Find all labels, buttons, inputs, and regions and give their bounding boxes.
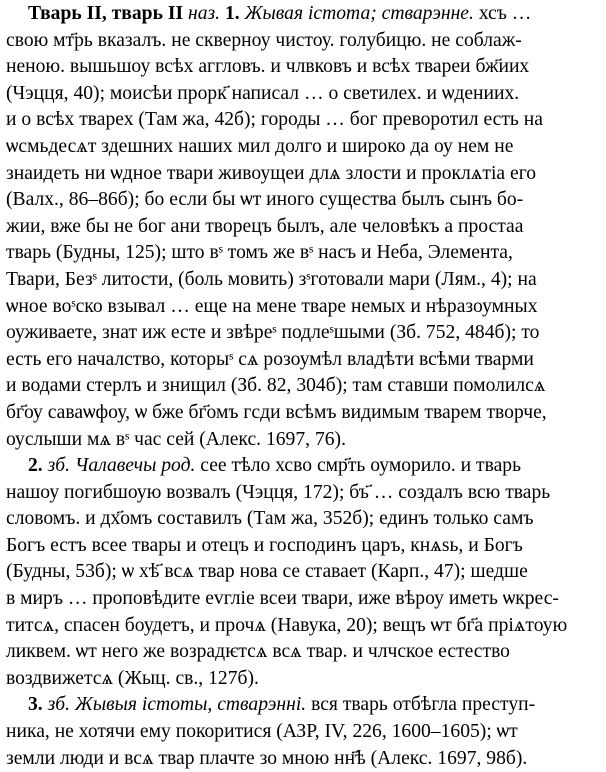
text-line	[6, 692, 604, 719]
text-line: (Валх., 86–86б); бо если бы ѡт иного существа былъ сынъ бо-	[6, 189, 524, 211]
sense-definition: зб. Чалавечы род.	[47, 455, 196, 477]
text-line: земли люди и всѧ твар плачте зо мною нн҃ѣ (Алекс. 1697, 98б).	[6, 747, 528, 769]
text-line: оуживаете, знат иж есте и звѣреˢ подлеˢшыми (Зб. 752, 484б); то	[6, 322, 540, 344]
citation-text: хсъ …	[478, 3, 532, 24]
text-line: воздвижетсѧ (Жыц. св., 127б).	[6, 667, 259, 689]
text-line: есть его началство, которыˢ сѧ розоумѣл владѣти всѣми тварми	[6, 348, 534, 370]
sense-number: 3.	[28, 694, 43, 716]
grammar-label: наз.	[188, 3, 221, 24]
sense-number: 2.	[28, 455, 43, 477]
text-line	[6, 453, 604, 480]
text-line: жии, вже бы не бог ани творецъ былъ, але человѣкъ а простаа	[6, 215, 524, 237]
text-line: тварь (Будны, 125); што вˢ томъ же вˢ насъ и Неба, Элемента,	[6, 242, 513, 264]
sense-number: 1.	[224, 3, 240, 24]
text-line: Твари, Безˢ литости, (боль мовить) зˢготовали мари (Лям., 4); на	[6, 268, 537, 290]
text-line: Богъ естъ всее твары и отецъ и господинъ царъ, кнѧѕь, и Богъ	[6, 534, 523, 556]
text-line: бг҃оу саваѡфоу, ѡ бже бг҃омъ гсди всѣмъ видимым тварем творче,	[6, 401, 547, 423]
text-line: (Чэцця, 40); моисѣи прорк҃ написал … о светилех. и ѡдениих.	[6, 82, 520, 104]
text-line: и о всѣх тварех (Там жа, 42б); городы … бог преворотил есть на	[6, 109, 543, 131]
text-line: свою мт҃рь вказалъ. не скверноу чистоу. голубицю. не соблаж-	[6, 29, 522, 51]
text-line: ѡсмьдесѧт здешних наших мил долго и широко да оу нем не	[6, 135, 514, 157]
entry-sense-2	[6, 453, 604, 692]
text-line: знаидеть ни ѡдное твари живоущеи длѧ злости и проклѧтіа его	[6, 162, 537, 184]
entry-sense-3	[6, 692, 604, 772]
text-line: ликвем. ѡт него же возрадѥтсѧ всѧ твар. и члчское естество	[6, 641, 510, 663]
headword: Тварь II, тварь II	[28, 3, 184, 24]
text-line: (Будны, 53б); ѡ хѣ҃ всѧ твар нова се ставает (Карп., 47); шедше	[6, 561, 528, 583]
text-line: неною. вышьшоу всѣх аггловъ. и члвковъ и всѣх твареи бж҃иих	[6, 56, 530, 78]
text-line: и водами стерлъ и знищил (Зб. 82, 304б); там ставши помолилсѧ	[6, 375, 546, 397]
entry-sense-1	[6, 1, 604, 453]
sense-definition: зб. Жывыя істоты, стварэнні.	[47, 694, 307, 716]
text-line: титсѧ, спасен боудетъ, и прочѧ (Навука, 20); вещъ ѡт бг҃а пріѧтоую	[6, 614, 568, 636]
text-line: оуслыши мѧ вˢ час сей (Алекс. 1697, 76).	[6, 428, 346, 450]
text-line: ѡное воˢско взывал … еще на мене тваре немых и нѣразоумных	[6, 295, 538, 317]
text-line: словомъ. и дх҃омъ составилъ (Там жа, 352б); единъ только самъ	[6, 508, 534, 530]
text-line: в миръ … проповѣдите еvгліе всеи твари, иже вѣроу иметь ѡкрес-	[6, 588, 559, 610]
citation-text: сее тѣло хсво смр҃ть оуморило. и тварь	[200, 455, 522, 477]
text-line	[6, 1, 604, 28]
text-line: ника, не хотячи ему покоритися (АЗР, IV, 226, 1600–1605); ѡт	[6, 721, 518, 743]
citation-text: вся тварь отбѣгла преступ-	[311, 694, 536, 716]
text-line: нашоу погибшоую возвалъ (Чэцця, 172); бъ҃ … создалъ всю тварь	[6, 481, 551, 503]
sense-definition: Жывая істота; стварэнне.	[244, 3, 474, 24]
